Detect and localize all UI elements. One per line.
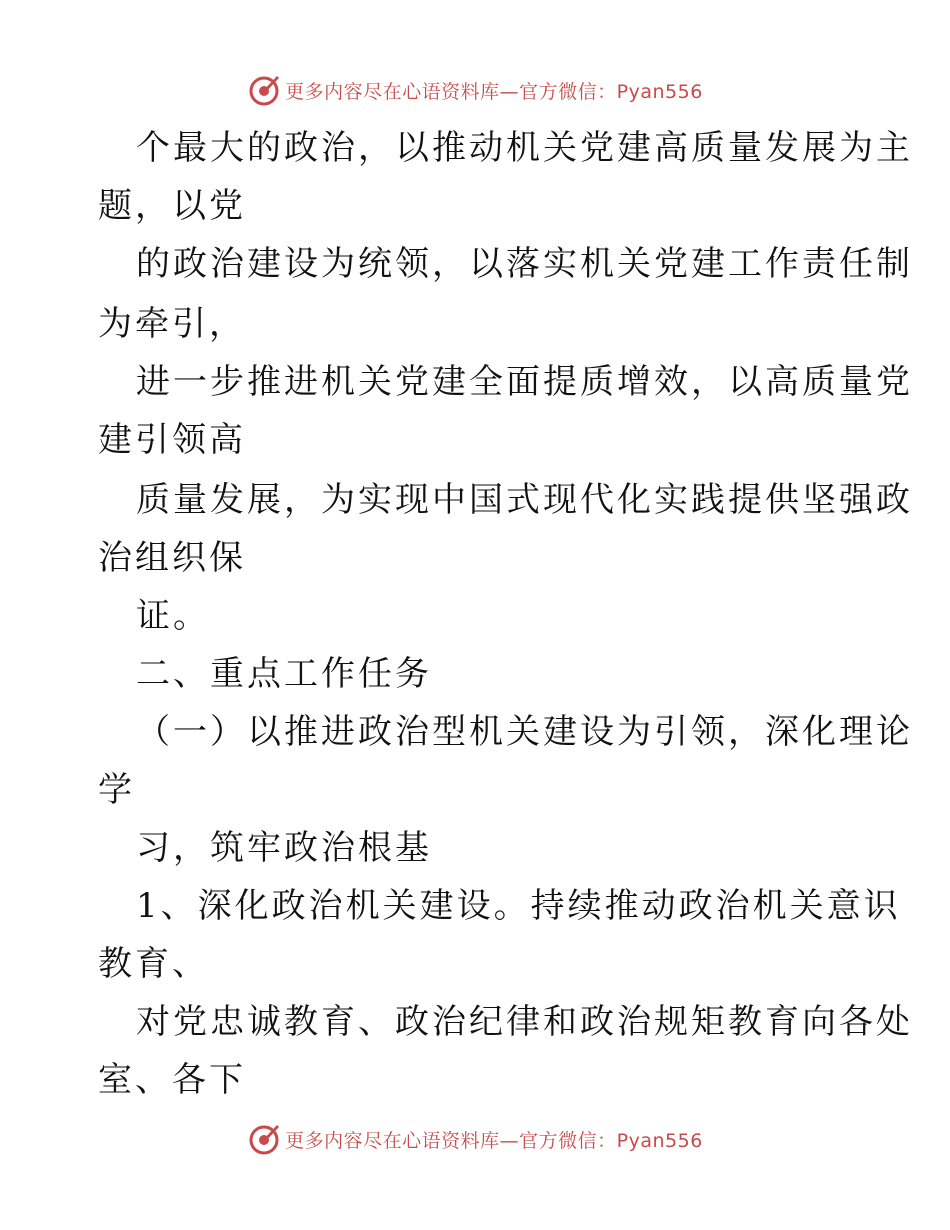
text-line: 室、各下: [98, 1060, 246, 1100]
watermark-text: 更多内容尽在心语资料库—官方微信：Pyan556: [285, 1129, 703, 1152]
text-line: 治组织保: [98, 538, 246, 578]
text-line: 对党忠诚教育、政治纪律和政治规矩教育向各处: [136, 1002, 913, 1042]
text-line: 证。: [136, 596, 210, 636]
text-line: 习，筑牢政治根基: [136, 828, 432, 868]
text-line: 进一步推进机关党建全面提质增效，以高质量党: [136, 362, 913, 402]
text-line: 建引领高: [98, 420, 246, 460]
text-line: 个最大的政治，以推动机关党建高质量发展为主: [136, 128, 913, 168]
text-line: 题，以党: [98, 186, 246, 226]
header-watermark: [0, 72, 950, 108]
text-line: 教育、: [98, 944, 209, 984]
quill-logo-icon: [247, 1122, 281, 1156]
text-line: 质量发展，为实现中国式现代化实践提供坚强政: [136, 480, 913, 520]
quill-logo-icon: [247, 73, 281, 107]
text-line: 学: [98, 770, 135, 810]
section-heading: 二、重点工作任务: [136, 654, 432, 694]
watermark-text: 更多内容尽在心语资料库—官方微信：Pyan556: [285, 80, 703, 103]
text-line: 的政治建设为统领，以落实机关党建工作责任制: [136, 244, 913, 284]
subsection-heading: （一）以推进政治型机关建设为引领，深化理论: [136, 712, 913, 752]
footer-watermark: [0, 1121, 950, 1157]
text-line: 1、深化政治机关建设。持续推动政治机关意识: [136, 886, 901, 926]
text-line: 为牵引，: [98, 304, 246, 344]
